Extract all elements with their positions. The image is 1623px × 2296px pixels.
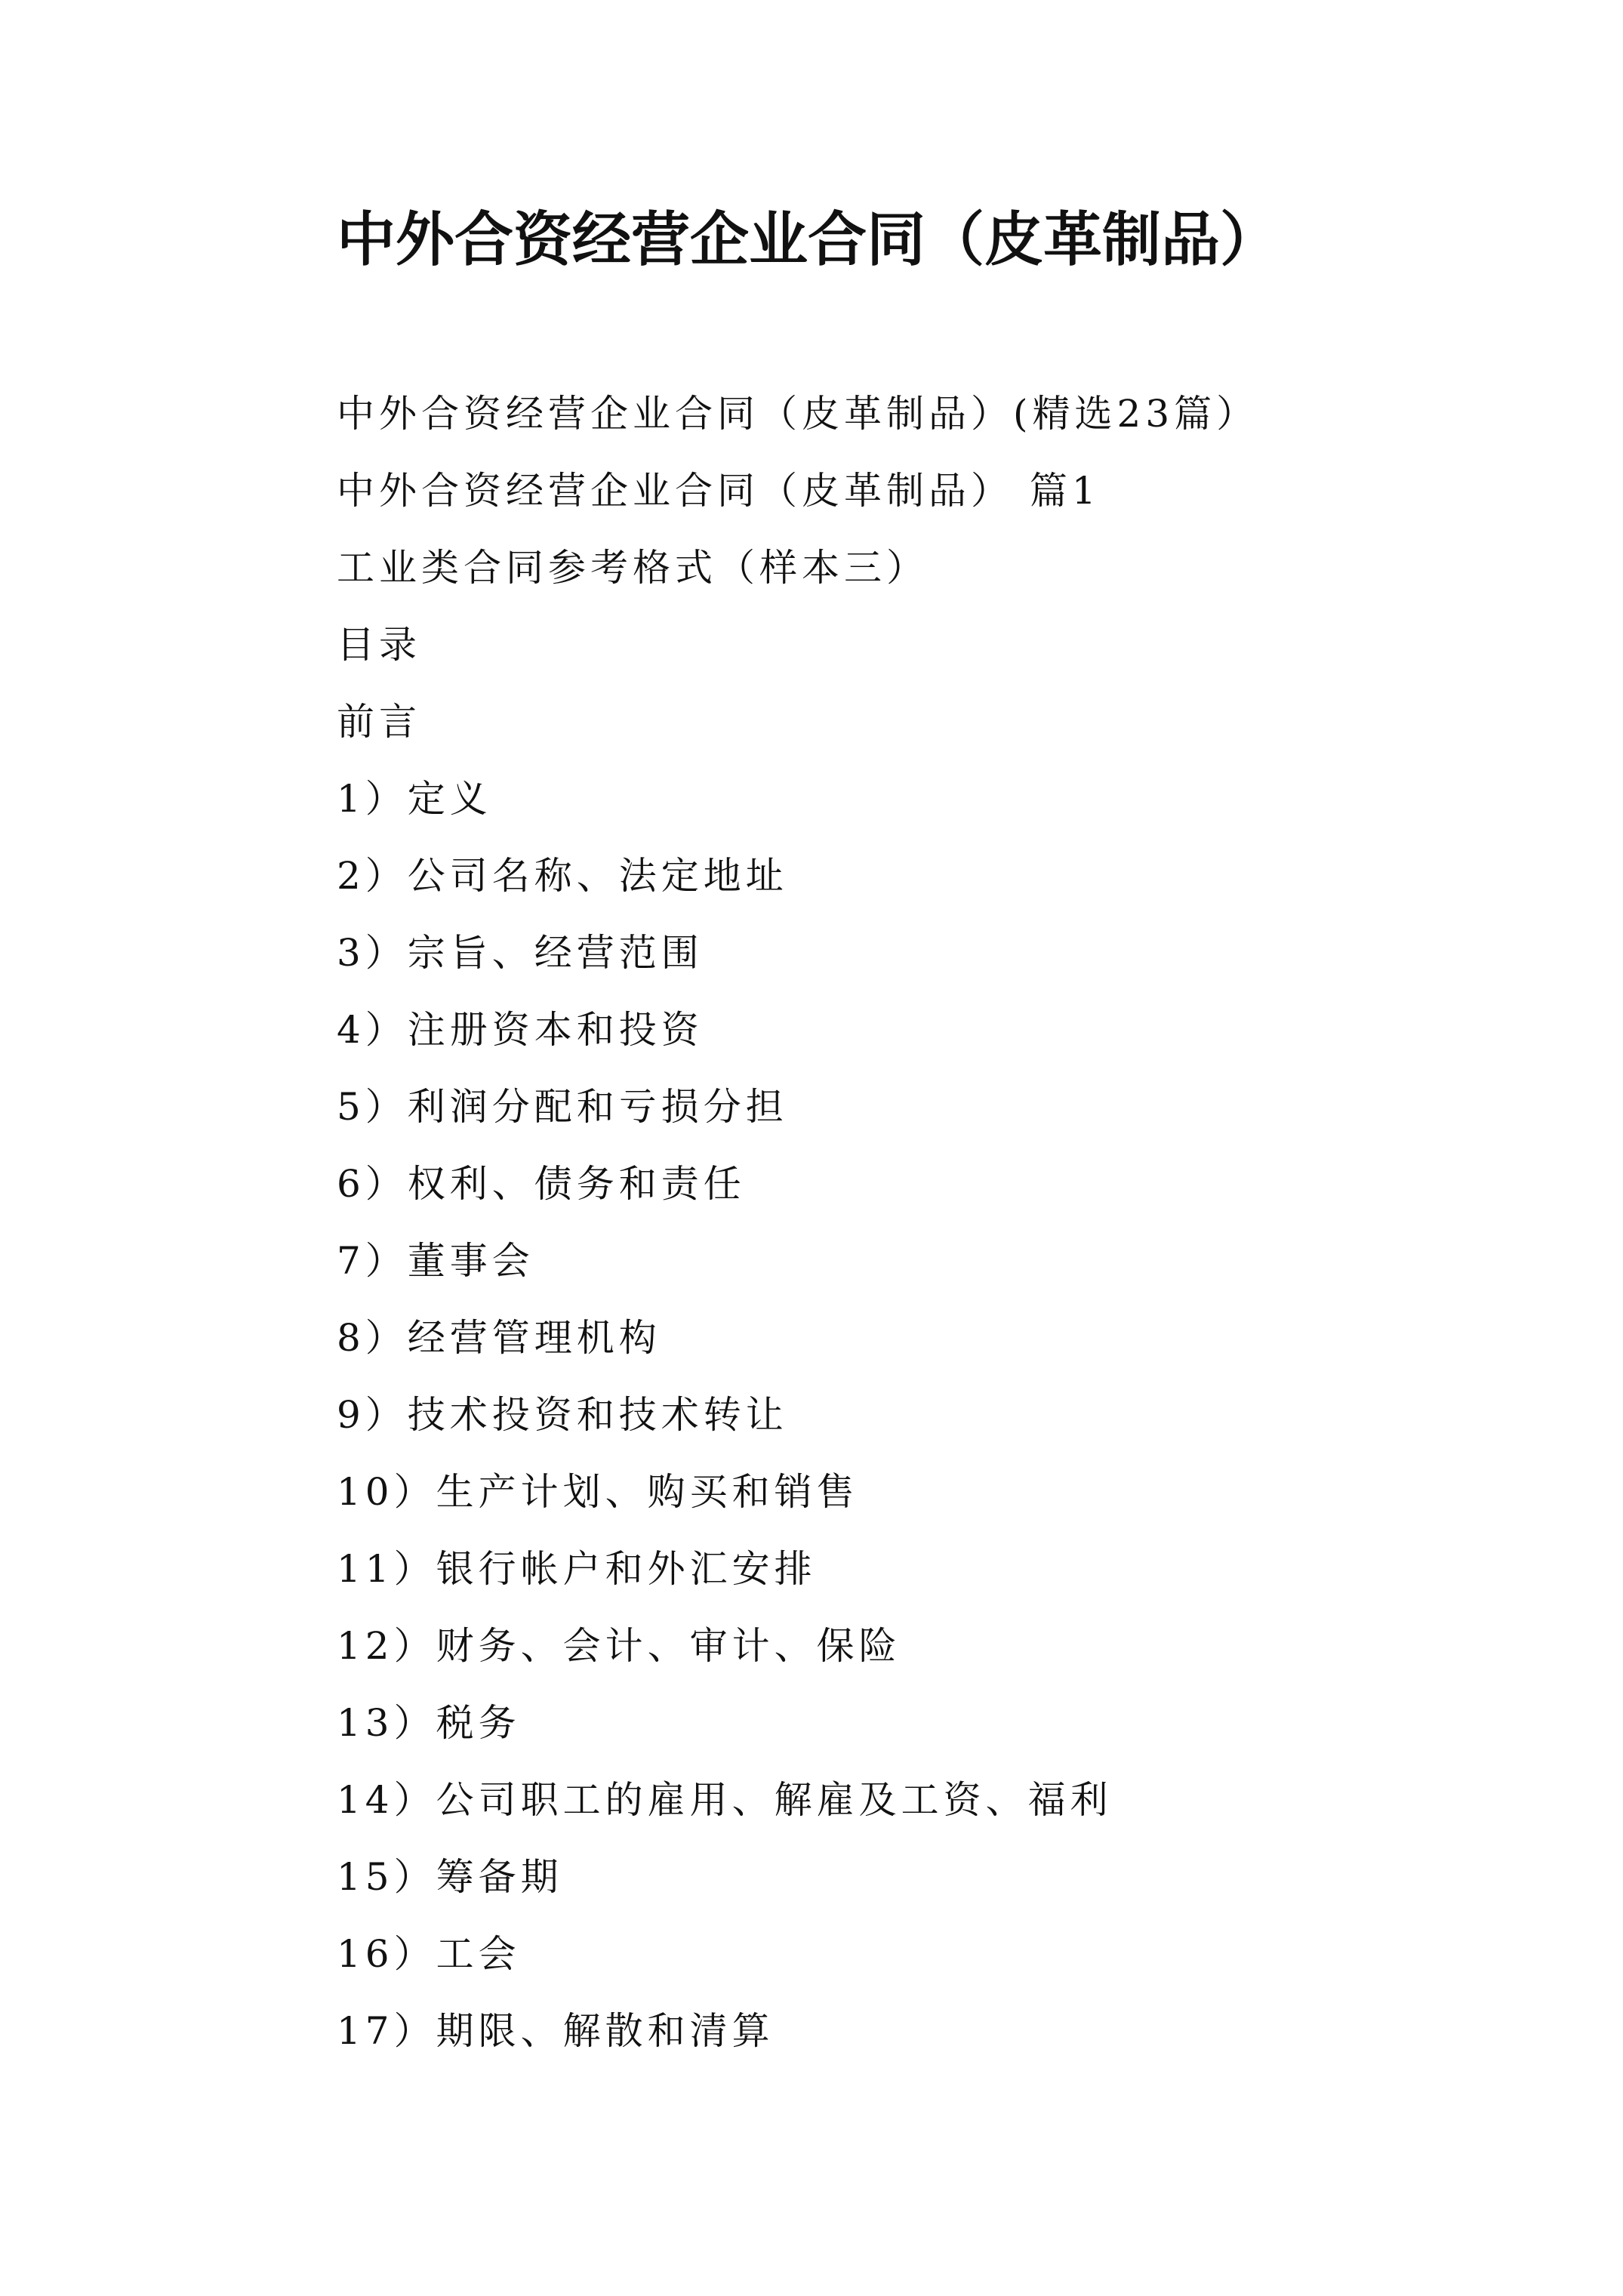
toc-item: 3）宗旨、经营范围 (337, 931, 704, 975)
subtitle-line: 中外合资经营企业合同（皮革制品）(精选23篇） (337, 392, 1259, 436)
toc-item: 7）董事会 (337, 1239, 534, 1283)
toc-item: 9）技术投资和技术转让 (337, 1393, 788, 1437)
toc-item: 17）期限、解散和清算 (337, 2009, 775, 2053)
toc-item: 10）生产计划、购买和销售 (337, 1470, 859, 1514)
toc-item: 2）公司名称、法定地址 (337, 854, 788, 898)
toc-item: 4）注册资本和投资 (337, 1008, 704, 1052)
document-body (337, 375, 1582, 2069)
toc-item: 14）公司职工的雇用、解雇及工资、福利 (337, 1778, 1113, 1822)
format-note: 工业类合同参考格式（样本三） (337, 546, 929, 590)
toc-item: 前言 (337, 700, 421, 744)
toc-item: 11）银行帐户和外汇安排 (337, 1547, 817, 1591)
toc-heading: 目录 (337, 623, 421, 667)
toc-item: 13）税务 (337, 1701, 521, 1745)
toc-item: 15）筹备期 (337, 1855, 563, 1899)
toc-item: 6）权利、债务和责任 (337, 1162, 746, 1206)
toc-item: 5）利润分配和亏损分担 (337, 1085, 788, 1129)
document-title: 中外合资经营企业合同（皮革制品） (337, 205, 1280, 274)
section-heading: 中外合资经营企业合同（皮革制品） 篇1 (337, 469, 1101, 513)
toc-item: 12）财务、会计、审计、保险 (337, 1624, 901, 1668)
toc-item: 16）工会 (337, 1932, 521, 1976)
toc-item: 1）定义 (337, 777, 492, 821)
toc-item: 8）经营管理机构 (337, 1316, 661, 1360)
